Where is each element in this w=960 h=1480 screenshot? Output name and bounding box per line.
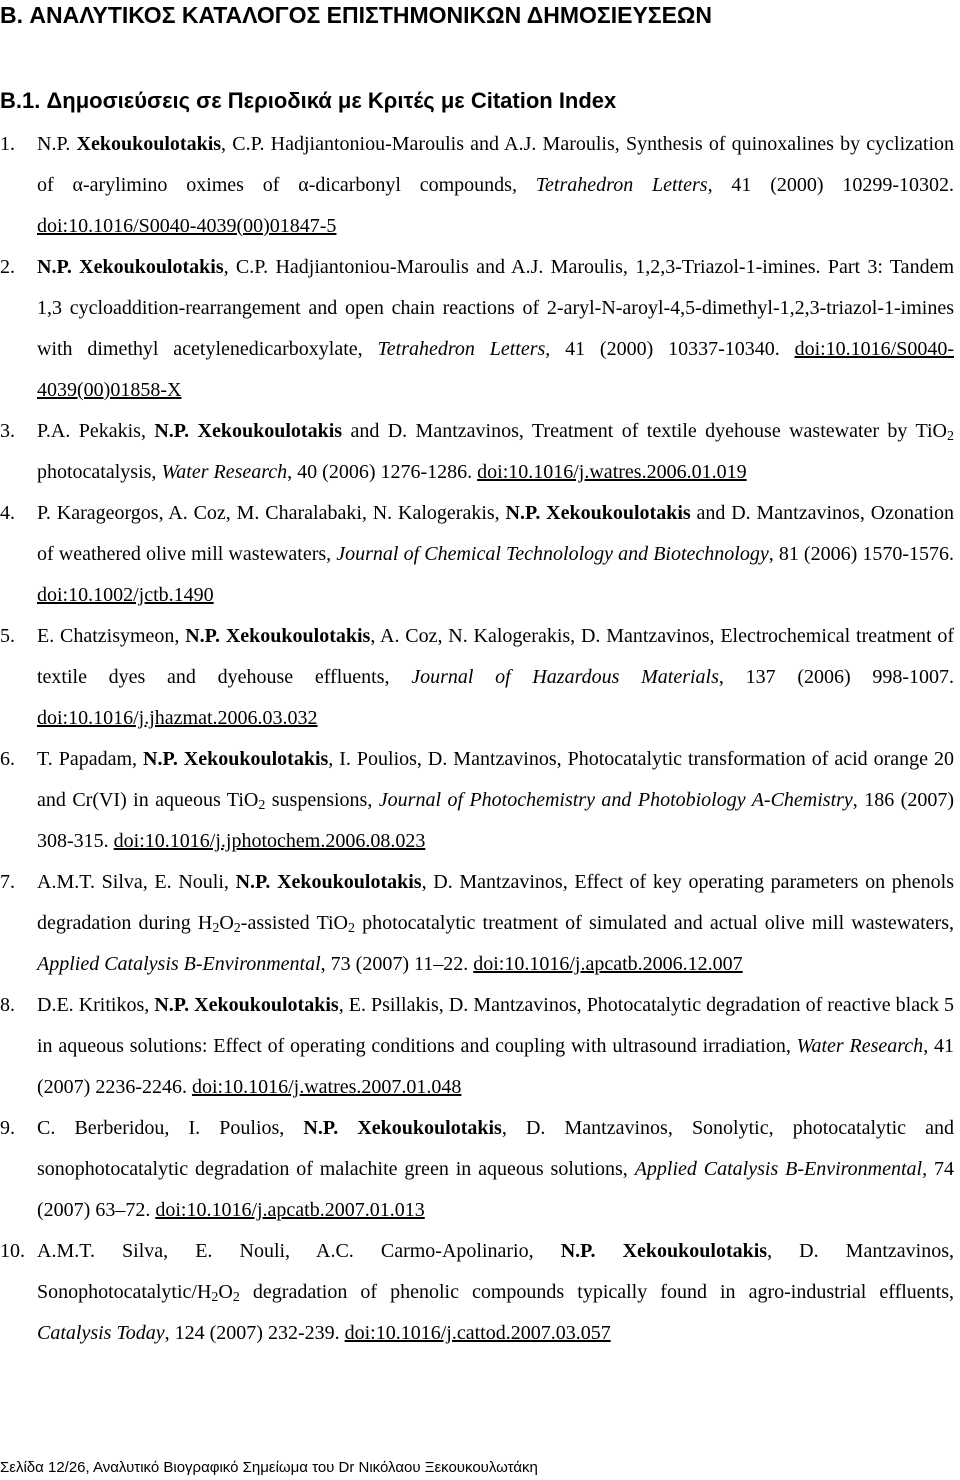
- entry-details: , 40 (2006) 1276-1286.: [287, 461, 478, 483]
- entry-number: 5.: [0, 625, 15, 647]
- entry-doi-link[interactable]: doi:10.1016/j.apcatb.2007.01.013: [155, 1199, 425, 1221]
- publication-entry: [0, 1231, 954, 1354]
- entry-number: 6.: [0, 748, 15, 770]
- entry-journal: Applied Catalysis B-Environmental: [37, 953, 321, 975]
- entry-coauthors: , E. Psillakis, D. Mantzavinos,: [338, 994, 587, 1016]
- entry-details: , 81 (2006) 1570-1576.: [768, 543, 955, 565]
- entry-number: 1.: [0, 133, 15, 155]
- publication-entry: [0, 493, 954, 616]
- publication-entry: [0, 411, 954, 493]
- entry-title: Photocatalytic transformation of acid orange 20 and Cr(VI) in aqueous TiO: [37, 748, 954, 811]
- entry-title: Treatment of textile dyehouse wastewater by TiO: [531, 420, 947, 442]
- entry-details: , 124 (2007) 232-239.: [164, 1322, 345, 1344]
- entry-authors: A.M.T. Silva, E. Nouli, A.C. Carmo-Apolinario,: [37, 1240, 561, 1262]
- entry-coauthors: and D. Mantzavinos,: [690, 502, 871, 524]
- entry-title-cont: O: [219, 912, 234, 934]
- entry-title: Synthesis of quinoxalines by cyclization of α-arylimino oximes of α-dicarbonyl compounds,: [37, 133, 954, 196]
- entry-coauthors: , C.P. Hadjiantoniou-Maroulis and A.J. Maroulis,: [221, 133, 626, 155]
- entry-title: Sonolytic, photocatalytic and sonophotocatalytic degradation of malachite green in aqueous solutions,: [37, 1117, 954, 1180]
- entry-number: 3.: [0, 420, 15, 442]
- entry-details: , 73 (2007) 11–22.: [320, 953, 474, 975]
- entry-coauthors: , D. Mantzavinos,: [767, 1240, 954, 1262]
- entry-authors: P. Karageorgos, A. Coz, M. Charalabaki, N. Kalogerakis,: [37, 502, 506, 524]
- publication-entry: [0, 616, 954, 739]
- entry-author-highlight: N.P. Xekoukoulotakis: [37, 256, 224, 278]
- entry-title: Electrochemical treatment of textile dyes and dyehouse effluents,: [37, 625, 955, 688]
- entry-subscript: 2: [946, 429, 954, 444]
- entry-authors: D.E. Kritikos,: [37, 994, 155, 1016]
- entry-journal: Catalysis Today: [37, 1322, 165, 1344]
- entry-journal: Journal of Chemical Technolology and Biotechnology: [336, 543, 769, 565]
- entry-number: 4.: [0, 502, 15, 524]
- entry-journal: Journal of Hazardous Materials: [411, 666, 719, 688]
- entry-author-highlight: N.P. Xekoukoulotakis: [143, 748, 329, 770]
- entry-journal: Journal of Photochemistry and Photobiology A-Chemistry: [378, 789, 853, 811]
- entry-doi-link[interactable]: doi:10.1016/j.jphotochem.2006.08.023: [113, 830, 426, 852]
- entry-author-highlight: N.P. Xekoukoulotakis: [303, 1117, 502, 1139]
- publication-entry: [0, 862, 954, 985]
- entry-subscript: 2: [232, 1290, 240, 1305]
- publication-entry: [0, 247, 954, 411]
- publication-entry: [0, 1108, 954, 1231]
- entry-title: Photocatalytic degradation of reactive black 5 in aqueous solutions: Effect of operating conditions and coupling with ultrasound irradiation,: [37, 994, 954, 1057]
- entry-title: Effect of key operating parameters on phenols degradation during H: [37, 871, 954, 934]
- entry-doi-link[interactable]: doi:10.1002/jctb.1490: [37, 584, 214, 606]
- entry-details: , 41 (2000) 10337-10340.: [545, 338, 795, 360]
- entry-subscript: 2: [258, 798, 266, 813]
- publication-entry: [0, 985, 954, 1108]
- entry-subscript: 2: [212, 921, 220, 936]
- entry-title-cont: O: [218, 1281, 233, 1303]
- entry-authors: E. Chatzisymeon,: [37, 625, 186, 647]
- page-footer: Σελίδα 12/26, Αναλυτικό Βιογραφικό Σημείωμα του Dr Νικόλαου Ξεκουκουλωτάκη: [0, 1459, 538, 1476]
- entry-subscript: 2: [211, 1290, 219, 1305]
- entry-doi-link[interactable]: doi:10.1016/S0040-4039(00)01847-5: [37, 215, 337, 237]
- entry-doi-link[interactable]: doi:10.1016/S0040-4039(00)01858-X: [37, 338, 955, 401]
- entry-subscript: 2: [347, 921, 355, 936]
- entry-details: , 74 (2007) 63–72.: [37, 1158, 955, 1221]
- entry-coauthors: , D. Mantzavinos,: [501, 1117, 692, 1139]
- entry-title-cont: photocatalysis,: [37, 461, 162, 483]
- subsection-title: B.1. Δημοσιεύσεις σε Περιοδικά με Κριτές με Citation Index: [0, 88, 617, 113]
- publication-list: [0, 124, 954, 1354]
- entry-details: , 41 (2000) 10299-10302.: [707, 174, 954, 196]
- entry-number: 7.: [0, 871, 15, 893]
- publication-entry: [0, 124, 954, 247]
- entry-journal: Applied Catalysis B-Environmental: [634, 1158, 923, 1180]
- entry-title: Ozonation of weathered olive mill wastewaters,: [37, 502, 954, 565]
- entry-title-cont: suspensions,: [265, 789, 379, 811]
- entry-doi-link[interactable]: doi:10.1016/j.cattod.2007.03.057: [344, 1322, 611, 1344]
- entry-author-highlight: N.P. Xekoukoulotakis: [505, 502, 691, 524]
- entry-number: 2.: [0, 256, 15, 278]
- entry-author-highlight: N.P. Xekoukoulotakis: [154, 994, 339, 1016]
- entry-journal: Water Research: [161, 461, 288, 483]
- entry-doi-link[interactable]: doi:10.1016/j.watres.2006.01.019: [477, 461, 747, 483]
- entry-title-cont: photocatalytic treatment of simulated and actual olive mill wastewaters,: [354, 912, 954, 934]
- entry-coauthors: and D. Mantzavinos,: [342, 420, 532, 442]
- entry-author-highlight: N.P. Xekoukoulotakis: [185, 625, 371, 647]
- entry-title-cont: degradation of phenolic compounds typically found in agro-industrial effluents,: [239, 1281, 954, 1303]
- entry-title-cont: -assisted TiO: [240, 912, 348, 934]
- entry-number: 10.: [0, 1240, 25, 1262]
- entry-doi-link[interactable]: doi:10.1016/j.watres.2007.01.048: [191, 1076, 462, 1098]
- entry-doi-link[interactable]: doi:10.1016/j.apcatb.2006.12.007: [473, 953, 743, 975]
- entry-details: , 186 (2007) 308-315.: [37, 789, 955, 852]
- entry-details: , 137 (2006) 998-1007.: [718, 666, 954, 688]
- entry-coauthors: , C.P. Hadjiantoniou-Maroulis and A.J. Maroulis,: [223, 256, 636, 278]
- entry-subscript: 2: [233, 921, 241, 936]
- entry-number: 8.: [0, 994, 15, 1016]
- entry-author-highlight: Xekoukoulotakis: [76, 133, 222, 155]
- entry-doi-link[interactable]: doi:10.1016/j.jhazmat.2006.03.032: [37, 707, 318, 729]
- publication-entry: [0, 739, 954, 862]
- entry-author-highlight: N.P. Xekoukoulotakis: [154, 420, 343, 442]
- entry-journal: Water Research: [796, 1035, 924, 1057]
- entry-title: Sonophotocatalytic/H: [37, 1281, 212, 1303]
- entry-details: , 41 (2007) 2236-2246.: [37, 1035, 954, 1098]
- entry-authors: T. Papadam,: [37, 748, 143, 770]
- section-title: B. ΑΝΑΛΥΤΙΚΟΣ ΚΑΤΑΛΟΓΟΣ ΕΠΙΣΤΗΜΟΝΙΚΩΝ ΔΗΜΟΣΙΕΥΣΕΩΝ: [0, 2, 712, 28]
- entry-coauthors: , A. Coz, N. Kalogerakis, D. Mantzavinos,: [370, 625, 721, 647]
- entry-journal: Tetrahedron Letters: [535, 174, 708, 196]
- entry-authors: N.P.: [37, 133, 77, 155]
- entry-author-highlight: N.P. Xekoukoulotakis: [235, 871, 422, 893]
- entry-number: 9.: [0, 1117, 15, 1139]
- entry-coauthors: , I. Poulios, D. Mantzavinos,: [328, 748, 568, 770]
- entry-journal: Tetrahedron Letters: [377, 338, 546, 360]
- entry-authors: A.M.T. Silva, E. Nouli,: [37, 871, 236, 893]
- entry-title: 1,2,3-Triazol-1-imines. Part 3: Tandem 1,3 cycloaddition-rearrangement and open chain reactions of 2-aryl-N-aroyl-4,5-dimethyl-1,2,3-triazol-1-imines with dimethyl acetylenedicarboxylate,: [37, 256, 954, 360]
- entry-authors: C. Berberidou, I. Poulios,: [37, 1117, 304, 1139]
- entry-author-highlight: N.P. Xekoukoulotakis: [560, 1240, 768, 1262]
- entry-coauthors: , D. Mantzavinos,: [421, 871, 575, 893]
- entry-authors: P.A. Pekakis,: [37, 420, 155, 442]
